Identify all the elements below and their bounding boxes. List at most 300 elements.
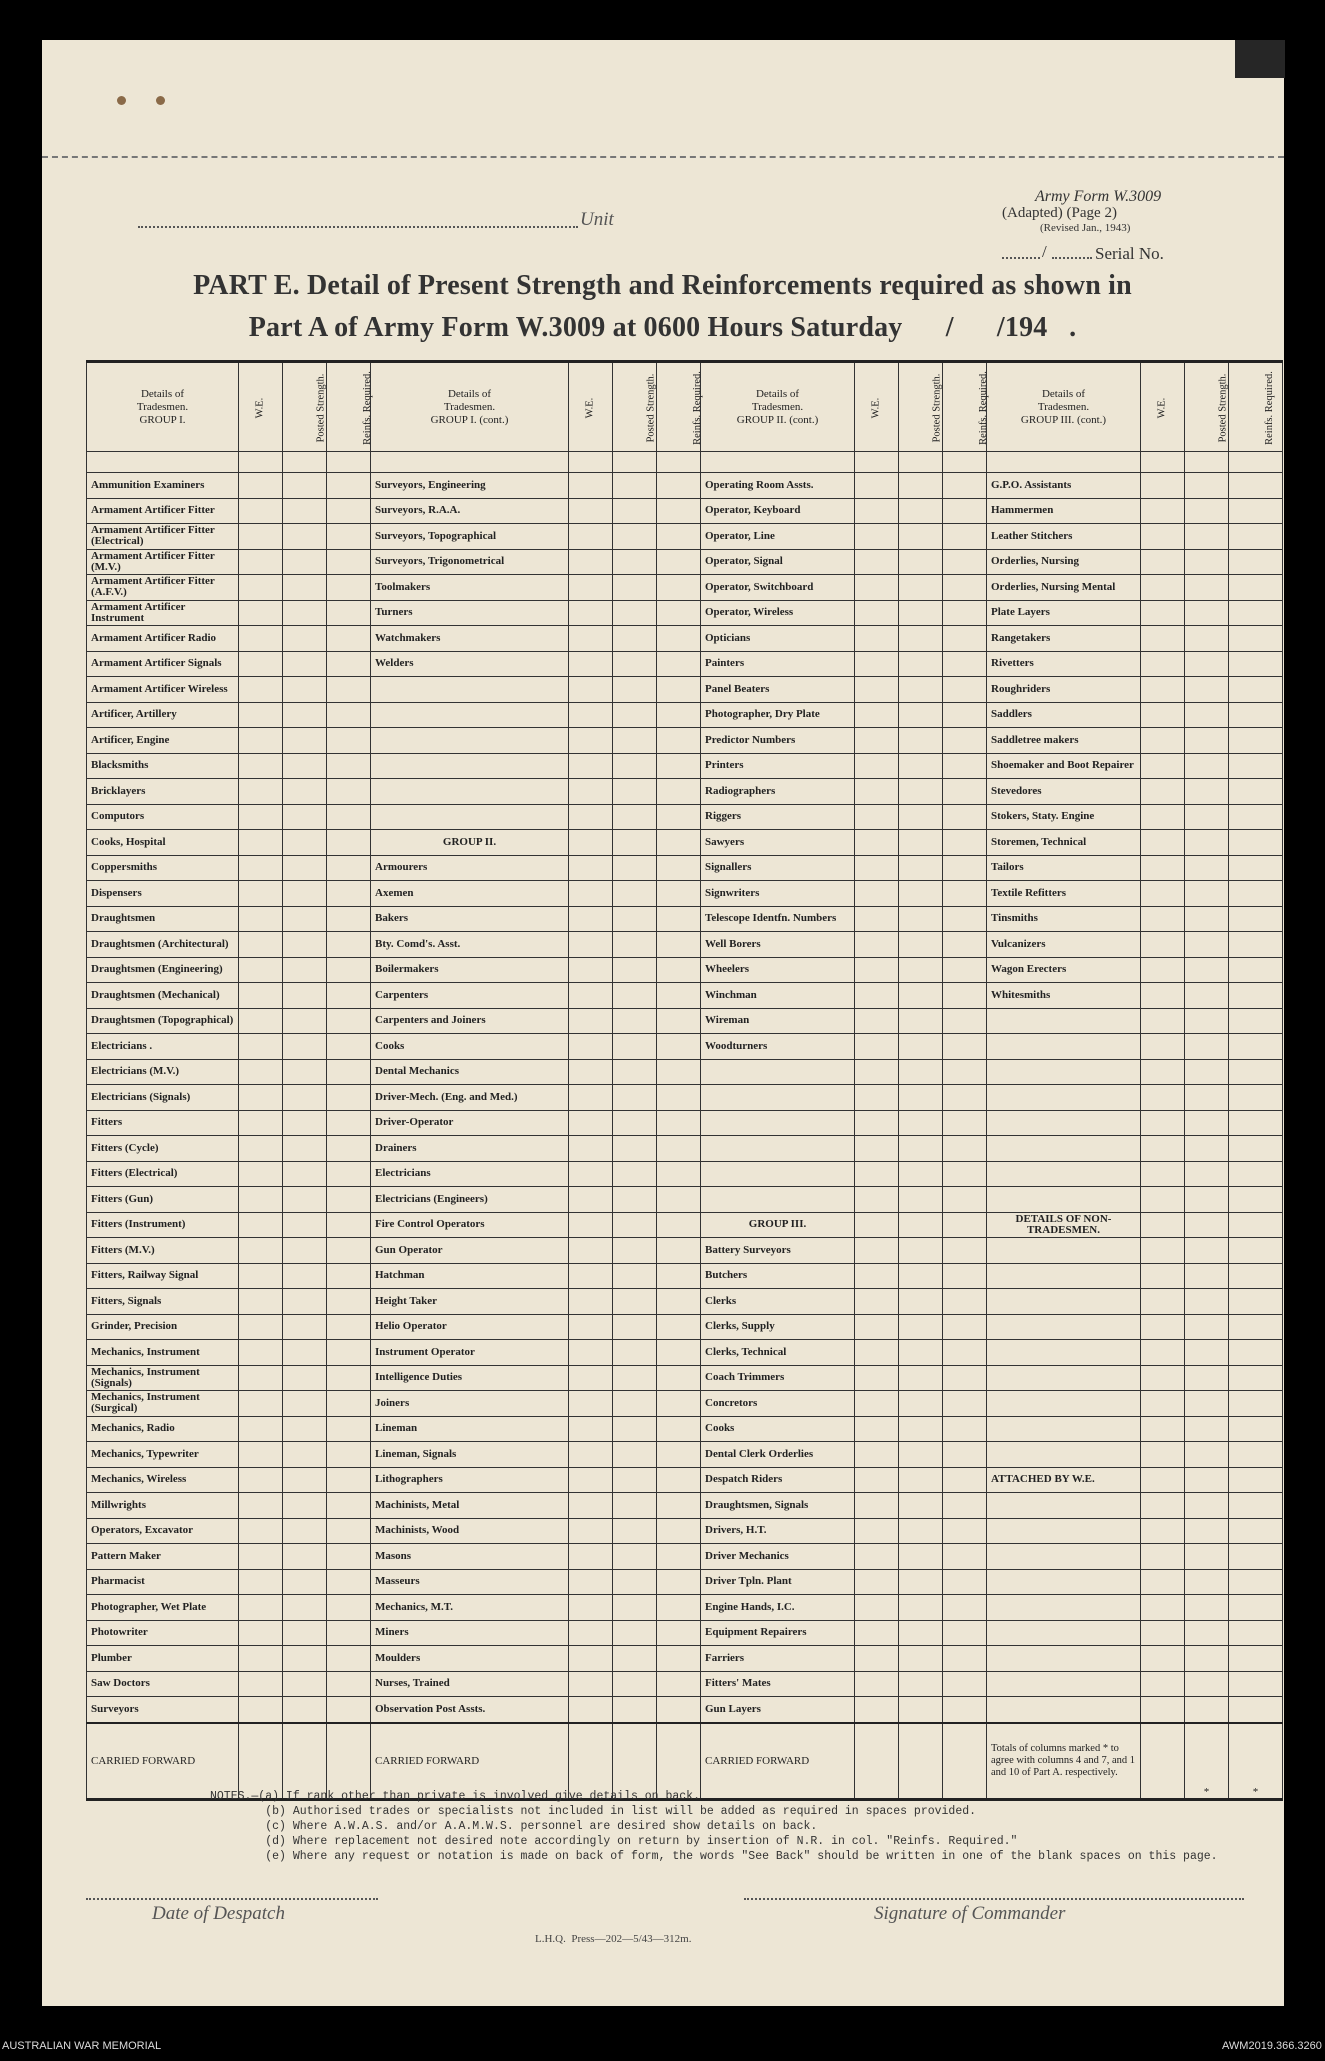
entry-cell[interactable] <box>283 957 327 983</box>
entry-cell[interactable] <box>1141 1059 1185 1085</box>
entry-cell[interactable] <box>569 855 613 881</box>
entry-cell[interactable] <box>569 1569 613 1595</box>
entry-cell[interactable] <box>899 1442 943 1468</box>
entry-cell[interactable] <box>327 1391 371 1417</box>
entry-cell[interactable] <box>569 1161 613 1187</box>
entry-cell[interactable] <box>899 1085 943 1111</box>
entry-cell[interactable] <box>569 600 613 626</box>
entry-cell[interactable] <box>613 881 657 907</box>
entry-cell[interactable] <box>943 1008 987 1034</box>
entry-cell[interactable] <box>569 804 613 830</box>
entry-cell[interactable] <box>569 1646 613 1672</box>
entry-cell[interactable] <box>239 1671 283 1697</box>
entry-cell[interactable] <box>1185 1671 1229 1697</box>
entry-cell[interactable] <box>855 906 899 932</box>
entry-cell[interactable] <box>943 1442 987 1468</box>
entry-cell[interactable] <box>943 1467 987 1493</box>
entry-cell[interactable] <box>899 702 943 728</box>
entry-cell[interactable] <box>855 1442 899 1468</box>
entry-cell[interactable] <box>899 1365 943 1391</box>
entry-cell[interactable] <box>855 1391 899 1417</box>
entry-cell[interactable] <box>569 626 613 652</box>
entry-cell[interactable] <box>569 1034 613 1060</box>
entry-cell[interactable] <box>1185 1467 1229 1493</box>
entry-cell[interactable] <box>239 1391 283 1417</box>
entry-cell[interactable] <box>943 1263 987 1289</box>
entry-cell[interactable] <box>239 932 283 958</box>
entry-cell[interactable] <box>283 753 327 779</box>
entry-cell[interactable] <box>283 1085 327 1111</box>
entry-cell[interactable] <box>283 1110 327 1136</box>
entry-cell[interactable] <box>899 932 943 958</box>
entry-cell[interactable] <box>899 1187 943 1213</box>
entry-cell[interactable] <box>569 1467 613 1493</box>
entry-cell[interactable] <box>899 957 943 983</box>
entry-cell[interactable] <box>239 830 283 856</box>
entry-cell[interactable] <box>1185 1365 1229 1391</box>
entry-cell[interactable] <box>239 1263 283 1289</box>
entry-cell[interactable] <box>855 626 899 652</box>
entry-cell[interactable] <box>569 1442 613 1468</box>
entry-cell[interactable] <box>239 1059 283 1085</box>
entry-cell[interactable] <box>855 1620 899 1646</box>
entry-cell[interactable] <box>855 804 899 830</box>
entry-cell[interactable] <box>943 1723 987 1800</box>
entry-cell[interactable] <box>1185 779 1229 805</box>
entry-cell[interactable] <box>657 957 701 983</box>
entry-cell[interactable] <box>569 1493 613 1519</box>
entry-cell[interactable] <box>569 677 613 703</box>
entry-cell[interactable] <box>1141 1697 1185 1723</box>
entry-cell[interactable] <box>1141 1314 1185 1340</box>
entry-cell[interactable] <box>943 983 987 1009</box>
entry-cell[interactable] <box>657 1187 701 1213</box>
entry-cell[interactable] <box>1141 1008 1185 1034</box>
entry-cell[interactable] <box>569 1340 613 1366</box>
entry-cell[interactable] <box>1229 932 1283 958</box>
entry-cell[interactable] <box>1141 1212 1185 1238</box>
entry-cell[interactable] <box>569 524 613 550</box>
entry-cell[interactable] <box>943 804 987 830</box>
entry-cell[interactable] <box>899 1467 943 1493</box>
entry-cell[interactable] <box>1185 1238 1229 1264</box>
entry-cell[interactable] <box>855 932 899 958</box>
entry-cell[interactable] <box>1229 677 1283 703</box>
entry-cell[interactable] <box>239 983 283 1009</box>
entry-cell[interactable] <box>657 1442 701 1468</box>
entry-cell[interactable] <box>1229 1442 1283 1468</box>
entry-cell[interactable] <box>327 1314 371 1340</box>
entry-cell[interactable] <box>1141 804 1185 830</box>
entry-cell[interactable] <box>943 1085 987 1111</box>
entry-cell[interactable] <box>855 498 899 524</box>
entry-cell[interactable] <box>657 1493 701 1519</box>
entry-cell[interactable] <box>855 600 899 626</box>
entry-cell[interactable] <box>855 524 899 550</box>
entry-cell[interactable] <box>239 1238 283 1264</box>
entry-cell[interactable] <box>327 575 371 601</box>
entry-cell[interactable] <box>1185 1595 1229 1621</box>
entry-cell[interactable] <box>855 983 899 1009</box>
entry-cell[interactable] <box>327 1340 371 1366</box>
entry-cell[interactable] <box>943 1697 987 1723</box>
entry-cell[interactable] <box>1185 1340 1229 1366</box>
entry-cell[interactable] <box>855 1110 899 1136</box>
entry-cell[interactable] <box>1185 1391 1229 1417</box>
entry-cell[interactable] <box>283 473 327 499</box>
entry-cell[interactable] <box>239 728 283 754</box>
entry-cell[interactable] <box>239 1085 283 1111</box>
entry-cell[interactable] <box>613 524 657 550</box>
entry-cell[interactable] <box>855 1314 899 1340</box>
entry-cell[interactable] <box>1229 1059 1283 1085</box>
entry-cell[interactable] <box>1185 1493 1229 1519</box>
entry-cell[interactable] <box>1229 473 1283 499</box>
entry-cell[interactable] <box>1185 1263 1229 1289</box>
entry-cell[interactable] <box>1141 626 1185 652</box>
entry-cell[interactable] <box>1185 1034 1229 1060</box>
entry-cell[interactable] <box>855 1697 899 1723</box>
entry-cell[interactable] <box>569 1697 613 1723</box>
entry-cell[interactable] <box>1229 983 1283 1009</box>
entry-cell[interactable] <box>943 1595 987 1621</box>
entry-cell[interactable] <box>657 498 701 524</box>
entry-cell[interactable] <box>899 753 943 779</box>
entry-cell[interactable] <box>283 702 327 728</box>
entry-cell[interactable] <box>283 575 327 601</box>
entry-cell[interactable] <box>899 575 943 601</box>
entry-cell[interactable] <box>1141 651 1185 677</box>
entry-cell[interactable] <box>1141 1569 1185 1595</box>
entry-cell[interactable] <box>1229 1340 1283 1366</box>
entry-cell[interactable] <box>1185 1085 1229 1111</box>
entry-cell[interactable] <box>283 1136 327 1162</box>
entry-cell[interactable] <box>327 957 371 983</box>
entry-cell[interactable] <box>239 957 283 983</box>
entry-cell[interactable] <box>657 1263 701 1289</box>
entry-cell[interactable] <box>899 473 943 499</box>
entry-cell[interactable] <box>899 651 943 677</box>
entry-cell[interactable] <box>1229 855 1283 881</box>
entry-cell[interactable] <box>855 1723 899 1800</box>
entry-cell[interactable] <box>943 677 987 703</box>
entry-cell[interactable] <box>1141 524 1185 550</box>
entry-cell[interactable] <box>899 1569 943 1595</box>
entry-cell[interactable] <box>283 1518 327 1544</box>
entry-cell[interactable] <box>657 1085 701 1111</box>
entry-cell[interactable] <box>1229 906 1283 932</box>
entry-cell[interactable] <box>327 1518 371 1544</box>
entry-cell[interactable] <box>943 549 987 575</box>
entry-cell[interactable] <box>239 1212 283 1238</box>
entry-cell[interactable] <box>569 1289 613 1315</box>
serial-field-line-1[interactable] <box>1002 257 1040 259</box>
entry-cell[interactable] <box>239 1136 283 1162</box>
entry-cell[interactable] <box>657 702 701 728</box>
entry-cell[interactable] <box>1185 1416 1229 1442</box>
entry-cell[interactable] <box>855 1059 899 1085</box>
entry-cell[interactable] <box>239 1034 283 1060</box>
entry-cell[interactable] <box>657 1059 701 1085</box>
entry-cell[interactable] <box>327 855 371 881</box>
entry-cell[interactable] <box>1141 1646 1185 1672</box>
entry-cell[interactable] <box>855 1085 899 1111</box>
entry-cell[interactable] <box>569 1671 613 1697</box>
entry-cell[interactable] <box>613 549 657 575</box>
entry-cell[interactable] <box>657 779 701 805</box>
entry-cell[interactable] <box>613 1646 657 1672</box>
entry-cell[interactable] <box>855 651 899 677</box>
entry-cell[interactable] <box>1185 830 1229 856</box>
entry-cell[interactable] <box>569 1620 613 1646</box>
entry-cell[interactable] <box>239 498 283 524</box>
entry-cell[interactable] <box>1229 881 1283 907</box>
entry-cell[interactable] <box>283 932 327 958</box>
entry-cell[interactable] <box>657 804 701 830</box>
entry-cell[interactable] <box>283 983 327 1009</box>
entry-cell[interactable] <box>1141 1391 1185 1417</box>
entry-cell[interactable] <box>613 1314 657 1340</box>
entry-cell[interactable] <box>569 1263 613 1289</box>
entry-cell[interactable] <box>855 779 899 805</box>
entry-cell[interactable] <box>855 677 899 703</box>
entry-cell[interactable] <box>239 881 283 907</box>
entry-cell[interactable] <box>1229 1136 1283 1162</box>
entry-cell[interactable] <box>283 779 327 805</box>
entry-cell[interactable] <box>327 498 371 524</box>
entry-cell[interactable] <box>899 1544 943 1570</box>
entry-cell[interactable] <box>283 1569 327 1595</box>
entry-cell[interactable] <box>657 1161 701 1187</box>
entry-cell[interactable] <box>1229 1467 1283 1493</box>
entry-cell[interactable] <box>657 932 701 958</box>
entry-cell[interactable] <box>1185 1136 1229 1162</box>
entry-cell[interactable] <box>569 957 613 983</box>
entry-cell[interactable] <box>899 677 943 703</box>
entry-cell[interactable] <box>613 1671 657 1697</box>
entry-cell[interactable] <box>899 1314 943 1340</box>
entry-cell[interactable] <box>855 1340 899 1366</box>
entry-cell[interactable] <box>283 1212 327 1238</box>
entry-cell[interactable] <box>239 1620 283 1646</box>
entry-cell[interactable] <box>283 1646 327 1672</box>
entry-cell[interactable] <box>327 1493 371 1519</box>
entry-cell[interactable] <box>1141 855 1185 881</box>
entry-cell[interactable] <box>1141 1110 1185 1136</box>
entry-cell[interactable] <box>657 1416 701 1442</box>
entry-cell[interactable] <box>283 1697 327 1723</box>
entry-cell[interactable] <box>283 1365 327 1391</box>
entry-cell[interactable] <box>657 626 701 652</box>
entry-cell[interactable] <box>943 830 987 856</box>
entry-cell[interactable] <box>657 1646 701 1672</box>
entry-cell[interactable] <box>1141 1723 1185 1800</box>
entry-cell[interactable] <box>943 1671 987 1697</box>
entry-cell[interactable] <box>1141 957 1185 983</box>
entry-cell[interactable] <box>1185 728 1229 754</box>
entry-cell[interactable] <box>327 983 371 1009</box>
entry-cell[interactable] <box>899 1518 943 1544</box>
entry-cell[interactable] <box>569 1085 613 1111</box>
entry-cell[interactable] <box>327 1263 371 1289</box>
entry-cell[interactable] <box>899 855 943 881</box>
entry-cell[interactable] <box>283 906 327 932</box>
entry-cell[interactable] <box>569 932 613 958</box>
entry-cell[interactable] <box>613 1544 657 1570</box>
entry-cell[interactable] <box>855 1646 899 1672</box>
entry-cell[interactable] <box>943 906 987 932</box>
entry-cell[interactable] <box>283 1059 327 1085</box>
entry-cell[interactable] <box>1229 1569 1283 1595</box>
entry-cell[interactable] <box>1141 1518 1185 1544</box>
entry-cell[interactable] <box>239 1697 283 1723</box>
entry-cell[interactable] <box>1229 524 1283 550</box>
entry-cell[interactable] <box>613 1289 657 1315</box>
entry-cell[interactable] <box>569 1365 613 1391</box>
entry-cell[interactable] <box>1229 804 1283 830</box>
entry-cell[interactable] <box>1229 1493 1283 1519</box>
entry-cell[interactable] <box>899 1723 943 1800</box>
entry-cell[interactable] <box>855 1493 899 1519</box>
entry-cell[interactable] <box>327 1646 371 1672</box>
entry-cell[interactable] <box>239 855 283 881</box>
entry-cell[interactable] <box>1141 702 1185 728</box>
entry-cell[interactable] <box>239 1008 283 1034</box>
entry-cell[interactable] <box>1229 575 1283 601</box>
entry-cell[interactable] <box>239 1723 283 1800</box>
entry-cell[interactable] <box>943 1161 987 1187</box>
entry-cell[interactable] <box>239 1289 283 1315</box>
entry-cell[interactable] <box>1229 830 1283 856</box>
entry-cell[interactable] <box>613 804 657 830</box>
entry-cell[interactable] <box>657 1697 701 1723</box>
entry-cell[interactable] <box>239 575 283 601</box>
entry-cell[interactable] <box>613 983 657 1009</box>
entry-cell[interactable] <box>613 1085 657 1111</box>
entry-cell[interactable] <box>1229 1289 1283 1315</box>
entry-cell[interactable] <box>327 906 371 932</box>
entry-cell[interactable] <box>899 498 943 524</box>
entry-cell[interactable] <box>1229 957 1283 983</box>
entry-cell[interactable] <box>899 1110 943 1136</box>
entry-cell[interactable] <box>613 855 657 881</box>
entry-cell[interactable] <box>1229 1544 1283 1570</box>
entry-cell[interactable] <box>1141 881 1185 907</box>
entry-cell[interactable] <box>569 1314 613 1340</box>
entry-cell[interactable] <box>899 983 943 1009</box>
entry-cell[interactable] <box>327 1569 371 1595</box>
entry-cell[interactable] <box>239 600 283 626</box>
entry-cell[interactable] <box>1185 983 1229 1009</box>
entry-cell[interactable] <box>899 1263 943 1289</box>
entry-cell[interactable] <box>1185 804 1229 830</box>
entry-cell[interactable] <box>569 575 613 601</box>
entry-cell[interactable] <box>899 779 943 805</box>
entry-cell[interactable] <box>613 1467 657 1493</box>
entry-cell[interactable] <box>1229 1110 1283 1136</box>
entry-cell[interactable] <box>1185 473 1229 499</box>
entry-cell[interactable] <box>1141 549 1185 575</box>
entry-cell[interactable] <box>1141 1340 1185 1366</box>
entry-cell[interactable] <box>569 702 613 728</box>
entry-cell[interactable] <box>327 1365 371 1391</box>
entry-cell[interactable] <box>613 1493 657 1519</box>
entry-cell[interactable] <box>327 1238 371 1264</box>
entry-cell[interactable] <box>239 906 283 932</box>
entry-cell[interactable] <box>855 1187 899 1213</box>
entry-cell[interactable] <box>1229 753 1283 779</box>
entry-cell[interactable] <box>239 1595 283 1621</box>
entry-cell[interactable] <box>657 677 701 703</box>
entry-cell[interactable] <box>327 1110 371 1136</box>
entry-cell[interactable] <box>1141 1263 1185 1289</box>
entry-cell[interactable] <box>657 1544 701 1570</box>
entry-cell[interactable] <box>657 1110 701 1136</box>
entry-cell[interactable] <box>327 830 371 856</box>
entry-cell[interactable] <box>943 1110 987 1136</box>
entry-cell[interactable] <box>1185 1289 1229 1315</box>
entry-cell[interactable] <box>239 1569 283 1595</box>
entry-cell[interactable] <box>1229 626 1283 652</box>
entry-cell[interactable] <box>327 1136 371 1162</box>
entry-cell[interactable] <box>283 1289 327 1315</box>
entry-cell[interactable] <box>1185 1008 1229 1034</box>
entry-cell[interactable] <box>283 1467 327 1493</box>
entry-cell[interactable] <box>657 1569 701 1595</box>
entry-cell[interactable] <box>899 1391 943 1417</box>
entry-cell[interactable] <box>1141 1442 1185 1468</box>
entry-cell[interactable] <box>613 626 657 652</box>
entry-cell[interactable] <box>657 524 701 550</box>
entry-cell[interactable] <box>1185 626 1229 652</box>
entry-cell[interactable] <box>1185 906 1229 932</box>
entry-cell[interactable] <box>613 1034 657 1060</box>
entry-cell[interactable] <box>613 677 657 703</box>
entry-cell[interactable] <box>613 830 657 856</box>
entry-cell[interactable] <box>855 1238 899 1264</box>
entry-cell[interactable] <box>657 575 701 601</box>
entry-cell[interactable] <box>613 473 657 499</box>
entry-cell[interactable] <box>327 626 371 652</box>
entry-cell[interactable] <box>1185 677 1229 703</box>
entry-cell[interactable] <box>1229 1416 1283 1442</box>
signature-field-line[interactable] <box>744 1898 1244 1900</box>
entry-cell[interactable] <box>1141 1467 1185 1493</box>
entry-cell[interactable] <box>283 1620 327 1646</box>
entry-cell[interactable] <box>943 855 987 881</box>
entry-cell[interactable] <box>657 1340 701 1366</box>
entry-cell[interactable] <box>569 473 613 499</box>
entry-cell[interactable] <box>569 1008 613 1034</box>
entry-cell[interactable] <box>1141 1187 1185 1213</box>
entry-cell[interactable] <box>613 1238 657 1264</box>
entry-cell[interactable] <box>899 830 943 856</box>
entry-cell[interactable] <box>943 1034 987 1060</box>
entry-cell[interactable] <box>239 1646 283 1672</box>
entry-cell[interactable] <box>855 881 899 907</box>
entry-cell[interactable] <box>855 1595 899 1621</box>
entry-cell[interactable] <box>943 779 987 805</box>
entry-cell[interactable] <box>1229 1671 1283 1697</box>
entry-cell[interactable] <box>327 1085 371 1111</box>
entry-cell[interactable] <box>283 524 327 550</box>
entry-cell[interactable] <box>657 1008 701 1034</box>
entry-cell[interactable] <box>613 1365 657 1391</box>
entry-cell[interactable] <box>613 1569 657 1595</box>
entry-cell[interactable] <box>613 651 657 677</box>
entry-cell[interactable] <box>899 1289 943 1315</box>
entry-cell[interactable] <box>613 728 657 754</box>
